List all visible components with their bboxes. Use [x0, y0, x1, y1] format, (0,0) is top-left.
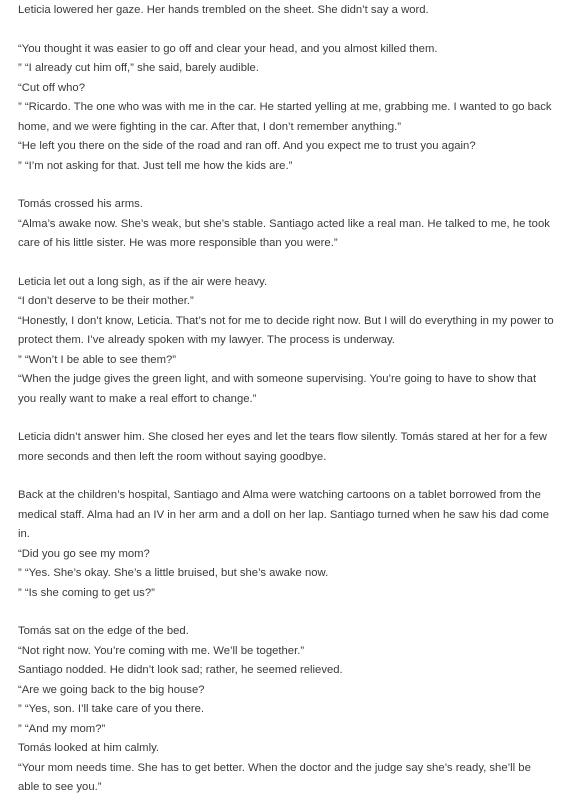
text-line: Back at the children’s hospital, Santiago and Alma were watching cartoons on a tablet borrowed from the medical staff. Alma had an IV in her arm and a doll on her lap. Santiago turned when he saw his dad come in.: [18, 489, 550, 540]
text-line: Leticia lowered her gaze. Her hands trembled on the sheet. She didn’t say a word.: [18, 4, 429, 16]
text-line: “Cut off who?: [18, 81, 85, 94]
text-line: “When the judge gives the green light, and with someone supervising. You’re going to have to show that you really want to make a real effort to change.”: [18, 373, 537, 405]
text-line: “You thought it was easier to go off and clear your head, and you almost killed them.: [18, 42, 438, 55]
text-line: ” “Yes, son. I’ll take care of you there.: [18, 703, 205, 715]
text-line: Leticia let out a long sigh, as if the air were heavy.: [18, 275, 268, 288]
paragraph: [18, 622, 554, 798]
text-line: “Your mom needs time. She has to get better. When the doctor and the judge say she’s ready, she’ll be able to see you.”: [18, 761, 531, 793]
text-line: Santiago nodded. He didn’t look sad; rather, he seemed relieved.: [18, 664, 343, 676]
text-line: ” “Yes. She’s okay. She’s a little bruised, but she’s awake now.: [18, 567, 329, 579]
text-line: “I don’t deserve to be their mother.”: [18, 295, 194, 307]
paragraph: [18, 428, 554, 467]
text-line: “He left you there on the side of the road and ran off. And you expect me to trust you again?: [18, 140, 476, 152]
text-line: ” “Is she coming to get us?”: [18, 586, 155, 599]
text-line: ” “And my mom?”: [18, 722, 106, 735]
text-line: Leticia didn’t answer him. She closed her eyes and let the tears flow silently. Tomás stared at her for a few more seconds and then left the room without saying goodbye.: [18, 431, 547, 463]
text-line: “Honestly, I don’t know, Leticia. That’s not for me to decide right now. But I will do everything in my power to protect them. I’ve already spoken with my lawyer. The process is underway.: [18, 314, 554, 346]
text-line: ” “I already cut him off,” she said, barely audible.: [18, 62, 259, 74]
paragraph: [18, 486, 554, 603]
text-line: ” “Won’t I be able to see them?”: [18, 353, 177, 366]
text-line: Tomás sat on the edge of the bed.: [18, 625, 189, 637]
text-line: Tomás crossed his arms.: [18, 198, 143, 210]
text-line: Tomás looked at him calmly.: [18, 742, 160, 754]
text-line: ” “Ricardo. The one who was with me in the car. He started yelling at me, grabbing me. I wanted to go back home, and we were fighting in the car. After that, I don’t remember anything.”: [18, 101, 552, 133]
text-line: “Did you go see my mom?: [18, 547, 150, 560]
text-line: ” “I’m not asking for that. Just tell me how the kids are.”: [18, 159, 293, 172]
paragraph: [18, 40, 554, 177]
paragraph: [18, 195, 554, 254]
text-line: “Not right now. You’re coming with me. We’ll be together.”: [18, 644, 305, 657]
text-line: “Alma’s awake now. She’s weak, but she’s stable. Santiago acted like a real man. He talked to me, he took care of his little sister. He was more responsible than you were.”: [18, 217, 550, 249]
paragraph: [18, 273, 554, 410]
paragraph: [18, 1, 554, 21]
text-line: “Are we going back to the big house?: [18, 683, 205, 696]
